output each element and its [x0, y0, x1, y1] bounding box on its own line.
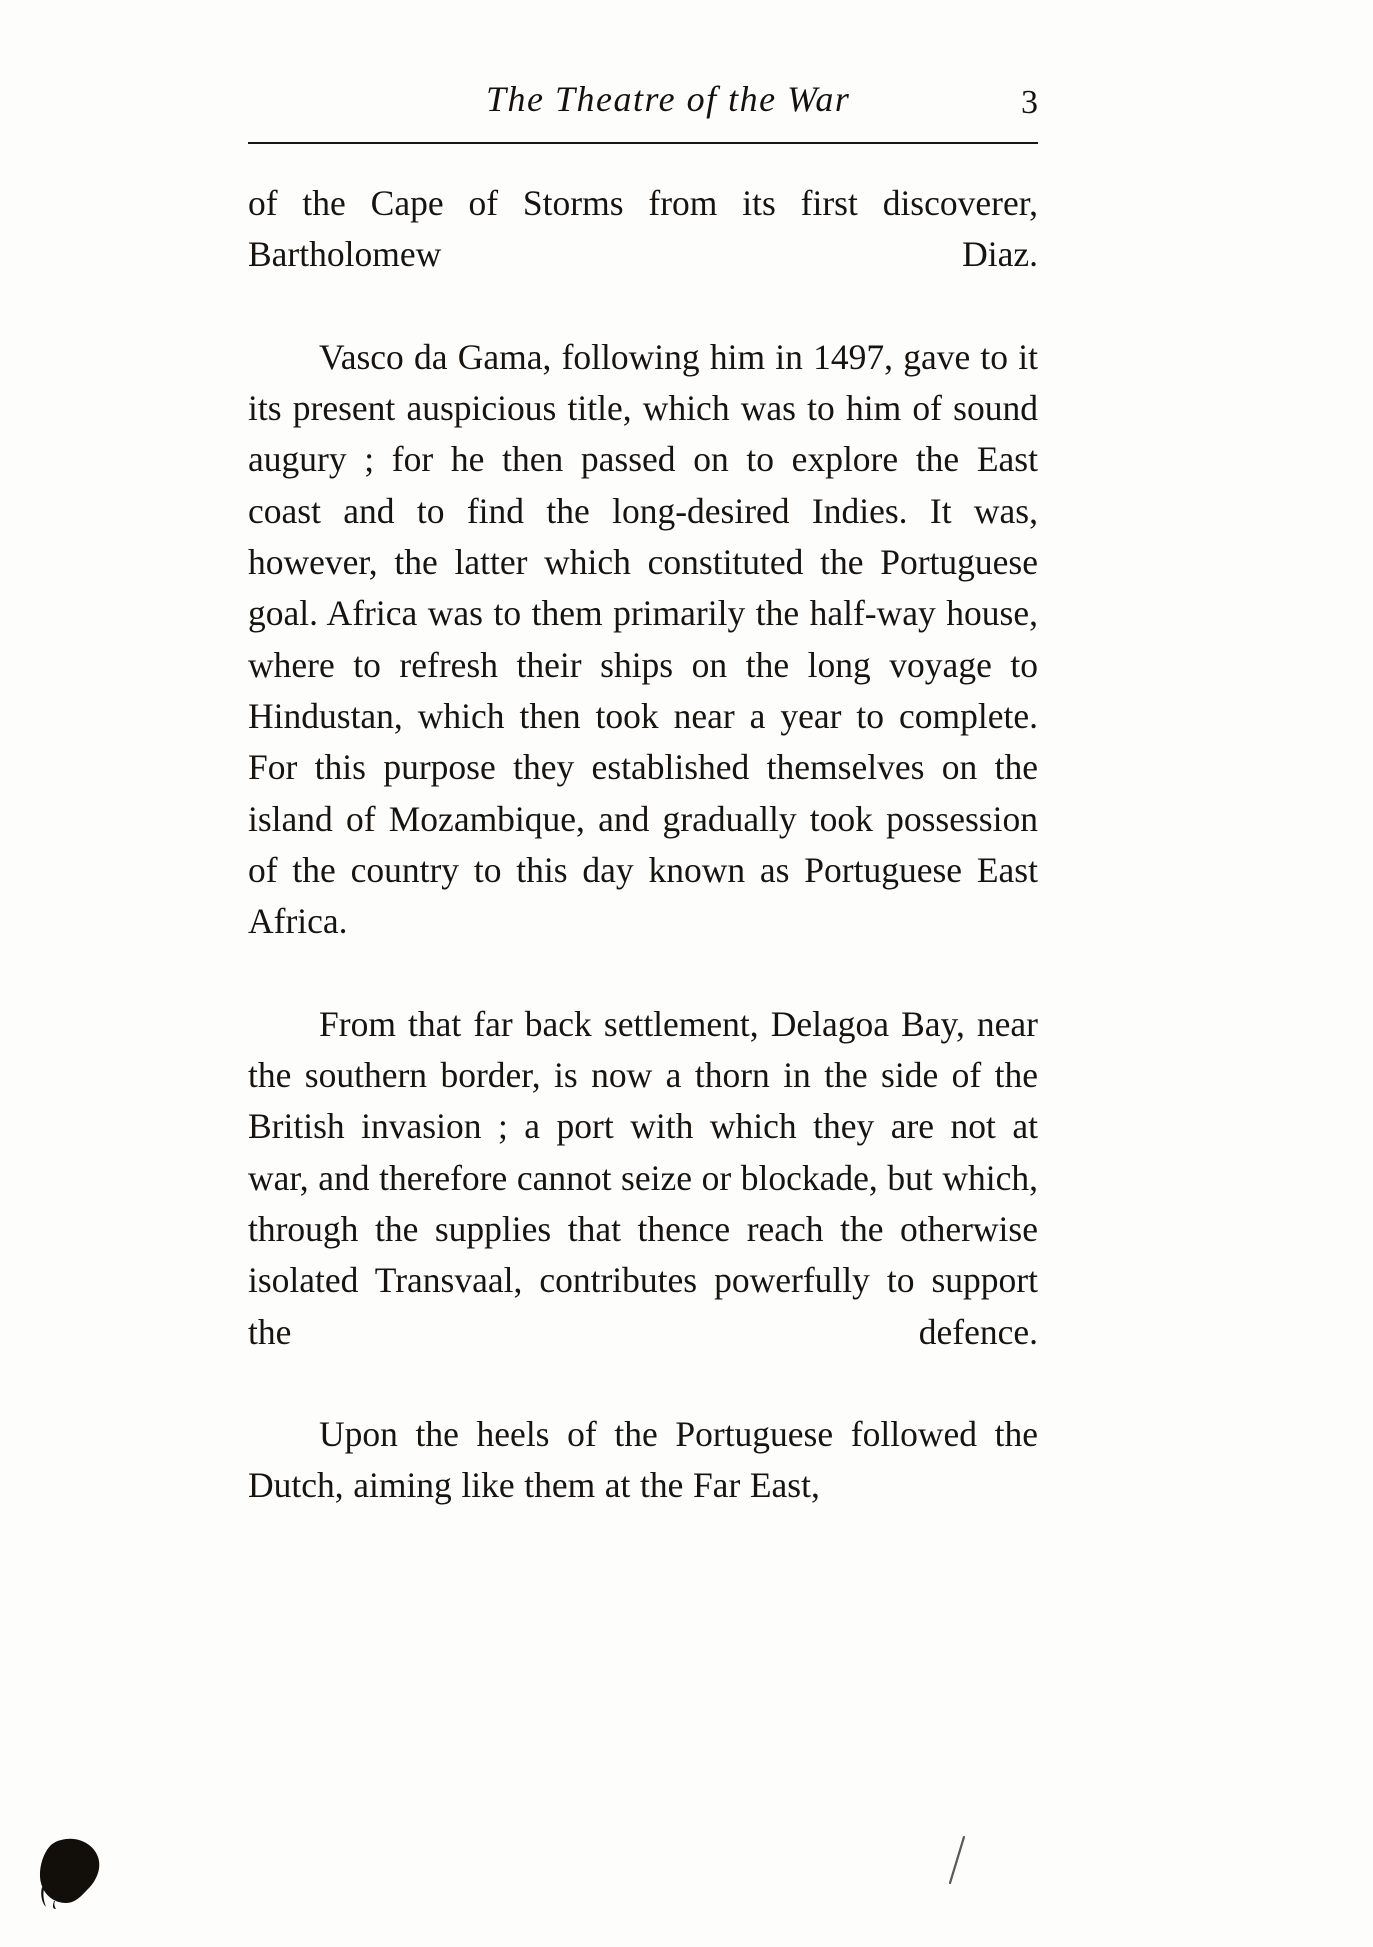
page-content — [248, 70, 1038, 1512]
running-head — [248, 70, 1038, 144]
body-text — [248, 178, 1038, 1512]
paragraph-3: From that far back settlement, Delagoa Bay, near the southern border, is now a thorn in the side of the British invasion ; a port with which they are not at war, and therefore cannot seize or blockade, but which, through the supplies that thence reach the otherwise isolated Transvaal, contributes powerfully to support the defence. — [248, 1003, 1038, 1352]
paragraph-4: Upon the heels of the Portuguese followed the Dutch, aiming like them at the Far East, — [248, 1414, 1038, 1506]
ink-blot-mark — [36, 1837, 104, 1909]
header-rule — [248, 142, 1038, 144]
paragraph-1: of the Cape of Storms from its first discoverer, Bartholomew Diaz. — [248, 183, 1038, 275]
pencil-stroke-mark — [944, 1835, 970, 1887]
running-head-title: The Theatre of the War — [486, 79, 851, 119]
paragraph-2: Vasco da Gama, following him in 1497, gave to it its present auspicious title, which was to him of sound augury ; for he then passed on to explore the East coast and to find the long-desired Indies. It was, however, the latter which constituted the Portuguese goal. Africa was to them primarily the half-way house, where to refresh their ships on the long voyage to Hindustan, which then took near a year to complete. For this purpose they established themselves on the island of Mozambique, and gradually took possession of the country to this day known as Portuguese East Africa. — [248, 336, 1038, 942]
page-number: 3 — [1021, 84, 1038, 121]
